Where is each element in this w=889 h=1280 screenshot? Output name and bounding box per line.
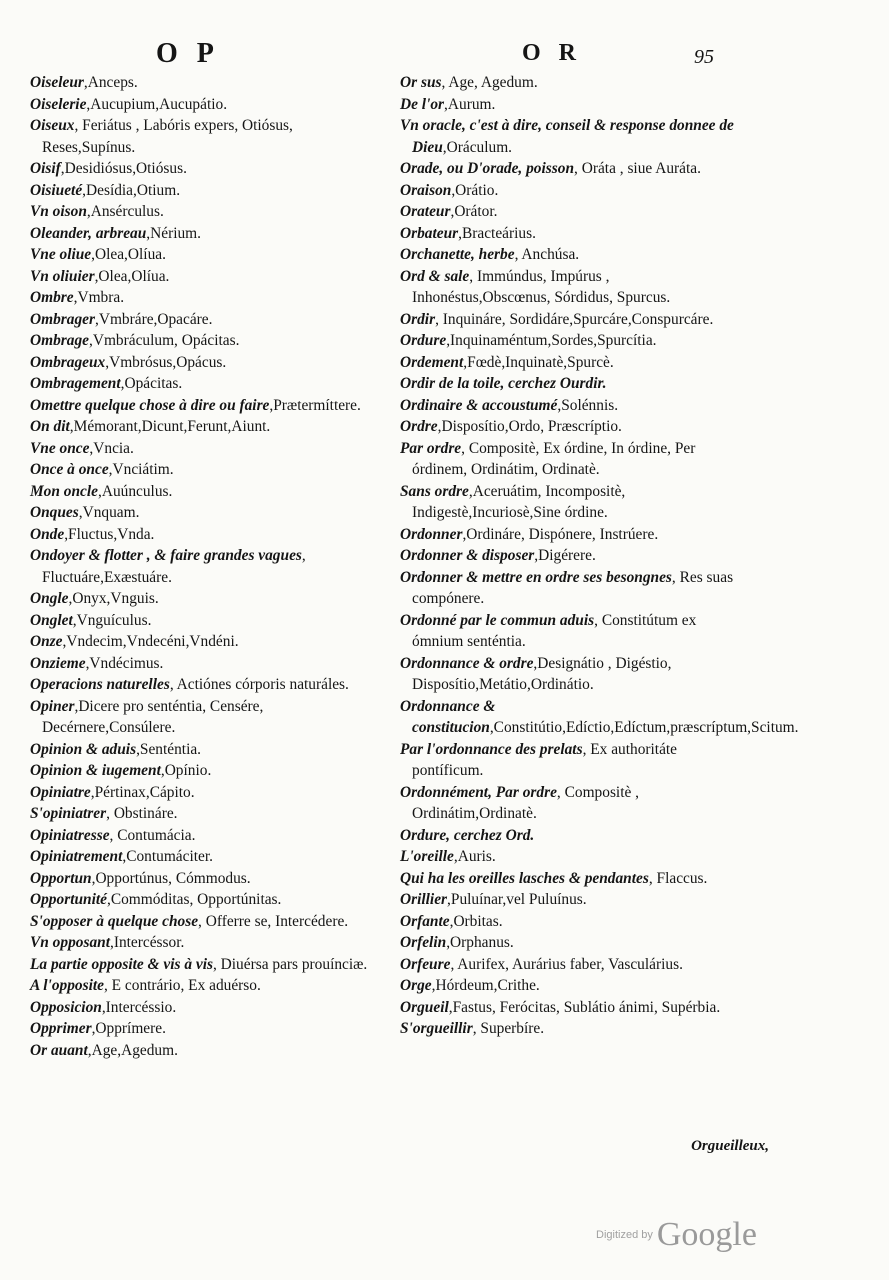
entry-translation: ,Prætermíttere. — [269, 396, 361, 414]
entry-headword: Ombre — [30, 289, 74, 306]
entry-headword: Orbateur — [400, 224, 459, 242]
dictionary-entry — [30, 373, 375, 395]
entry-headword: Ordir de la toile, cerchez Ourdir. — [400, 375, 607, 392]
entry-headword: Oisiueté — [30, 181, 83, 199]
entry-headword: Ondoyer & flotter , & faire grandes vagues — [30, 547, 302, 564]
entry-headword: Ordonner — [400, 525, 463, 543]
dictionary-entry — [400, 309, 745, 331]
dictionary-entry — [30, 696, 375, 739]
dictionary-entry — [30, 954, 375, 976]
dictionary-entry — [30, 760, 375, 782]
entry-headword: Onglet — [30, 611, 73, 629]
dictionary-entry — [400, 825, 745, 847]
entry-headword: Ordir — [400, 310, 436, 328]
entry-headword: Oraison — [400, 181, 452, 199]
dictionary-entry — [30, 223, 375, 245]
entry-translation: , Anchúsa. — [514, 246, 580, 263]
entry-translation: , Offerre se, Intercédere. — [198, 912, 349, 930]
entry-headword: L'oreille — [400, 848, 454, 865]
entry-headword: Oiseleur — [30, 74, 84, 91]
entry-translation: , Feriátus , Labóris expers, Otiósus, Reses,Supínus. — [42, 117, 293, 156]
dictionary-entry — [30, 674, 375, 696]
dictionary-entry — [30, 739, 375, 761]
entry-translation: ,Designátio , Digéstio, Disposítio,Metátio,Ordinátio. — [412, 654, 672, 693]
entry-translation: , Compositè, Ex órdine, In órdine, Per órdinem, Ordinátim, Ordinatè. — [412, 439, 696, 478]
dictionary-entry — [400, 932, 745, 954]
dictionary-entry — [400, 610, 745, 653]
entry-headword: Ombragement — [30, 375, 121, 392]
dictionary-entry — [400, 567, 745, 610]
entry-headword: Onques — [30, 504, 79, 521]
dictionary-entry — [30, 889, 375, 911]
dictionary-entry — [30, 782, 375, 804]
entry-headword: Oiseux — [30, 117, 75, 134]
entry-headword: Mon oncle — [30, 482, 98, 500]
entry-translation: ,Intercéssor. — [109, 934, 185, 951]
dictionary-entry — [30, 201, 375, 223]
entry-translation: ,Fluctus,Vnda. — [64, 525, 155, 543]
entry-translation: , Diuérsa pars prouínciæ. — [212, 955, 368, 973]
entry-headword: Ordure, cerchez Ord. — [400, 826, 535, 844]
entry-translation: ,Vndecim,Vndecéni,Vndéni. — [62, 633, 239, 650]
entry-translation: ,Olea,Olíua. — [94, 267, 170, 285]
entry-translation: ,Vncia. — [89, 439, 134, 457]
entry-headword: Opportunité — [30, 891, 107, 908]
dictionary-entry — [400, 653, 745, 696]
dictionary-entry — [400, 911, 745, 933]
entry-translation: , E contrário, Ex aduérso. — [103, 977, 261, 994]
entry-headword: Ombrageux — [30, 353, 106, 371]
entry-headword: Or auant — [30, 1041, 88, 1059]
entry-headword: Oisif — [30, 160, 61, 177]
entry-translation: ,Orátor. — [450, 203, 498, 220]
entry-translation: ,Vnciátim. — [108, 461, 174, 478]
entry-translation: , Fluctuáre,Exæstuáre. — [42, 547, 306, 586]
dictionary-entry — [400, 954, 745, 976]
entry-translation: , Immúndus, Impúrus , Inhonéstus,Obscœnus, Sórdidus, Spurcus. — [412, 267, 671, 306]
entry-translation: ,Aceruátim, Incompositè, Indigestè,Incuriosè,Sine órdine. — [412, 482, 626, 521]
entry-headword: Opinion & aduis — [30, 740, 137, 758]
dictionary-entry — [30, 266, 375, 288]
entry-translation: ,Disposítio,Ordo, Præscríptio. — [437, 418, 622, 435]
entry-headword: Orade, ou D'orade, poisson — [400, 160, 575, 177]
entry-headword: Vne once — [30, 439, 90, 457]
dictionary-entry — [30, 997, 375, 1019]
entry-headword: Opportun — [30, 869, 92, 887]
entry-headword: Ord & sale — [400, 267, 470, 285]
dictionary-entry — [30, 610, 375, 632]
entry-translation: ,Oráculum. — [442, 138, 513, 156]
entry-translation: , Flaccus. — [648, 869, 708, 887]
right-column — [400, 72, 799, 1040]
entry-translation: ,Onyx,Vnguis. — [68, 590, 159, 607]
dictionary-entry — [400, 244, 745, 266]
dictionary-entry — [30, 524, 375, 546]
dictionary-entry — [30, 825, 375, 847]
entry-translation: ,Anceps. — [83, 74, 138, 91]
entry-translation: ,Bracteárius. — [458, 224, 536, 242]
dictionary-entry — [30, 588, 375, 610]
dictionary-entry — [400, 889, 745, 911]
dictionary-entry — [30, 846, 375, 868]
entry-translation: , Actiónes córporis naturáles. — [169, 676, 349, 693]
entry-translation: , Obstináre. — [106, 805, 178, 822]
dictionary-entry — [30, 287, 375, 309]
entry-headword: Ombrager — [30, 310, 95, 328]
entry-headword: Par l'ordonnance des prelats — [400, 740, 583, 758]
entry-translation: , Res suas compónere. — [412, 568, 734, 607]
dictionary-entry — [30, 94, 375, 116]
entry-headword: Ordre — [400, 418, 438, 435]
entry-translation: ,Senténtia. — [136, 740, 202, 758]
dictionary-entry — [30, 158, 375, 180]
page-header — [0, 38, 889, 74]
dictionary-entry — [30, 1018, 375, 1040]
dictionary-entry — [30, 1040, 375, 1062]
dictionary-entry — [30, 911, 375, 933]
entry-headword: Oiselerie — [30, 95, 87, 113]
entry-translation: ,Aucupium,Aucupátio. — [86, 95, 228, 113]
entry-headword: Ordonner & mettre en ordre ses besongnes — [400, 568, 672, 586]
dictionary-entry — [30, 803, 375, 825]
entry-headword: Oleander, arbreau — [30, 224, 147, 242]
dictionary-entry — [400, 997, 745, 1019]
entry-translation: ,Fastus, Ferócitas, Sublátio ánimi, Supérbia. — [448, 998, 721, 1016]
entry-headword: Opprimer — [30, 1020, 92, 1037]
entry-headword: Once à once — [30, 461, 109, 478]
entry-translation: ,Orbitas. — [449, 912, 503, 930]
entry-headword: Ordonné par le commun aduis — [400, 611, 595, 629]
entry-headword: Or sus — [400, 74, 442, 91]
entry-translation: ,Opínio. — [160, 762, 212, 779]
entry-translation: ,Constitútio,Edíctio,Edíctum,præscríptum,Scitum. — [489, 719, 799, 736]
dictionary-entry — [400, 1018, 745, 1040]
header-right-letters: O R — [522, 40, 582, 66]
entry-translation: ,Auris. — [453, 848, 496, 865]
entry-headword: Opiniatresse — [30, 826, 110, 844]
entry-headword: La partie opposite & vis à vis — [30, 955, 213, 973]
dictionary-entry — [30, 330, 375, 352]
dictionary-entry — [400, 94, 745, 116]
entry-translation: ,Fœdè,Inquinatè,Spurcè. — [463, 353, 614, 371]
entry-translation: ,Solénnis. — [557, 396, 619, 414]
entry-translation: ,Vmbra. — [73, 289, 125, 306]
dictionary-entry — [400, 545, 745, 567]
entry-translation: ,Vmbráre,Opacáre. — [94, 310, 213, 328]
dictionary-entry — [30, 502, 375, 524]
entry-translation: ,Olea,Olíua. — [91, 246, 166, 263]
entry-translation: ,Puluínar,vel Puluínus. — [447, 891, 587, 908]
entry-headword: Ordement — [400, 353, 464, 371]
entry-headword: Ordonner & disposer — [400, 547, 535, 564]
entry-translation: ,Inquinaméntum,Sordes,Spurcítia. — [446, 332, 657, 349]
dictionary-entry — [400, 180, 745, 202]
entry-headword: Opiner — [30, 697, 75, 715]
entry-translation: ,Opácitas. — [120, 375, 183, 392]
entry-translation: , Constitútum ex ómnium senténtia. — [412, 611, 697, 650]
dictionary-entry — [30, 115, 375, 158]
entry-headword: Onze — [30, 633, 63, 650]
entry-translation: ,Orátio. — [451, 181, 499, 199]
entry-headword: Orateur — [400, 203, 451, 220]
entry-headword: Orgueil — [400, 998, 449, 1016]
entry-headword: Vne oliue — [30, 246, 92, 263]
entry-headword: Ordure — [400, 332, 447, 349]
entry-translation: , Contumácia. — [109, 826, 196, 844]
entry-headword: Opiniatre — [30, 783, 91, 801]
entry-headword: S'orgueillir — [400, 1020, 473, 1037]
dictionary-entry — [400, 266, 745, 309]
entry-translation: , Age, Agedum. — [441, 74, 538, 91]
dictionary-entry — [30, 416, 375, 438]
dictionary-entry — [30, 438, 375, 460]
entry-headword: Operacions naturelles — [30, 676, 170, 693]
entry-headword: Opposicion — [30, 998, 102, 1016]
dictionary-entry — [30, 653, 375, 675]
dictionary-entry — [30, 244, 375, 266]
entry-translation: ,Opprímere. — [91, 1020, 166, 1037]
dictionary-entry — [400, 330, 745, 352]
entry-translation: ,Auúnculus. — [97, 482, 173, 500]
entry-headword: Orge — [400, 977, 432, 994]
dictionary-entry — [30, 932, 375, 954]
dictionary-entry — [400, 481, 745, 524]
entry-translation: ,Commóditas, Opportúnitas. — [106, 891, 282, 908]
entry-translation: ,Aurum. — [444, 95, 496, 113]
entry-translation: , Compositè , Ordinátim,Ordinatè. — [412, 783, 640, 822]
entry-headword: Onde — [30, 525, 65, 543]
entry-headword: Orchanette, herbe — [400, 246, 515, 263]
entry-translation: ,Ansérculus. — [86, 203, 164, 220]
entry-translation: ,Vmbráculum, Opácitas. — [89, 332, 240, 349]
entry-translation: , Inquináre, Sordidáre,Spurcáre,Conspurcáre. — [435, 310, 714, 328]
entry-headword: Ordonnance & ordre — [400, 654, 534, 672]
entry-translation: ,Vnquam. — [78, 504, 140, 521]
dictionary-entry — [30, 180, 375, 202]
entry-translation: , Superbíre. — [472, 1020, 545, 1037]
entry-headword: On dit — [30, 418, 70, 435]
entry-headword: Orfeure — [400, 955, 451, 973]
entry-headword: Ongle — [30, 590, 69, 607]
dictionary-entry — [30, 481, 375, 503]
dictionary-entry — [30, 975, 375, 997]
entry-translation: ,Hórdeum,Crithe. — [431, 977, 540, 994]
catchword: Orgueilleux, — [691, 1138, 769, 1154]
entry-headword: Ombrage — [30, 332, 89, 349]
entry-translation: ,Nérium. — [146, 224, 202, 242]
dictionary-entry — [400, 696, 799, 739]
dictionary-entry — [400, 739, 745, 782]
entry-translation: ,Contumáciter. — [122, 848, 213, 865]
dictionary-entry — [400, 72, 745, 94]
dictionary-entry — [400, 868, 745, 890]
entry-headword: Ordinaire & accoustumé — [400, 396, 558, 414]
entry-translation: ,Orphanus. — [446, 934, 514, 951]
entry-translation: ,Desídia,Otium. — [82, 181, 181, 199]
dictionary-entry — [30, 631, 375, 653]
entry-translation: ,Opportúnus, Cómmodus. — [91, 869, 251, 887]
entry-headword: Orillier — [400, 891, 448, 908]
entry-translation: ,Intercéssio. — [101, 998, 177, 1016]
entry-headword: Qui ha les oreilles lasches & pendantes — [400, 869, 649, 887]
entry-headword: S'opiniatrer — [30, 805, 107, 822]
entry-headword: Vn oracle, c'est à dire, conseil & response donnee de Dieu — [400, 117, 734, 156]
entry-translation: ,Ordináre, Dispónere, Instrúere. — [462, 525, 659, 543]
dictionary-entry — [30, 868, 375, 890]
entry-headword: Par ordre — [400, 439, 462, 457]
digitized-by-google-watermark — [596, 1216, 757, 1254]
entry-translation: ,Vmbrósus,Opácus. — [105, 353, 227, 371]
entry-headword: Onzieme — [30, 654, 86, 672]
entry-headword: Opiniatrement — [30, 848, 123, 865]
entry-headword: Vn oison — [30, 203, 87, 220]
dictionary-entry — [400, 373, 745, 395]
dictionary-entry — [400, 115, 745, 158]
entry-headword: Orfante — [400, 912, 450, 930]
entry-translation: ,Vndécimus. — [85, 654, 164, 672]
entry-translation: ,Digérere. — [534, 547, 596, 564]
entry-translation: ,Pértinax,Cápito. — [90, 783, 195, 801]
entry-headword: Ordonnément, Par ordre — [400, 783, 557, 801]
dictionary-entry — [400, 416, 745, 438]
entry-translation: , Ex authoritáte pontíficum. — [412, 740, 678, 779]
dictionary-entry — [400, 846, 745, 868]
entry-headword: Vn oliuier — [30, 267, 95, 285]
entry-translation: ,Mémorant,Dicunt,Ferunt,Aiunt. — [69, 418, 271, 435]
dictionary-entry — [400, 782, 745, 825]
dictionary-entry — [30, 395, 375, 417]
dictionary-entry — [400, 975, 745, 997]
entry-headword: De l'or — [400, 95, 445, 113]
dictionary-entry — [400, 223, 745, 245]
entry-headword: A l'opposite — [30, 977, 104, 994]
dictionary-entry — [400, 158, 745, 180]
dictionary-entry — [400, 395, 745, 417]
entry-translation: , Aurifex, Aurárius faber, Vasculárius. — [450, 955, 683, 973]
page-number: 95 — [694, 46, 714, 68]
dictionary-entry — [30, 309, 375, 331]
entry-translation: ,Dicere pro senténtia, Censére, Decérnere,Consúlere. — [42, 697, 264, 736]
watermark-small-text: Digitized by — [596, 1229, 653, 1241]
entry-headword: Omettre quelque chose à dire ou faire — [30, 396, 270, 414]
entry-translation: , Oráta , siue Auráta. — [574, 160, 701, 177]
entry-headword: Ordonnance & constitucion — [400, 697, 496, 736]
entry-translation: ,Age,Agedum. — [87, 1041, 178, 1059]
left-column — [30, 72, 375, 1061]
entry-headword: Vn opposant — [30, 934, 110, 951]
dictionary-entry — [400, 438, 745, 481]
google-logo-text: Google — [656, 1216, 757, 1253]
dictionary-entry — [30, 545, 375, 588]
entry-headword: S'opposer à quelque chose — [30, 912, 199, 930]
dictionary-entry — [400, 524, 745, 546]
dictionary-entry — [400, 201, 745, 223]
dictionary-entry — [30, 459, 375, 481]
entry-headword: Opinion & iugement — [30, 762, 161, 779]
dictionary-entry — [400, 352, 745, 374]
entry-headword: Sans ordre — [400, 482, 469, 500]
dictionary-entry — [30, 72, 375, 94]
entry-translation: ,Desidiósus,Otiósus. — [60, 160, 187, 177]
dictionary-entry — [30, 352, 375, 374]
header-left-letters: O P — [156, 38, 220, 69]
entry-translation: ,Vnguículus. — [72, 611, 152, 629]
entry-headword: Orfelin — [400, 934, 447, 951]
